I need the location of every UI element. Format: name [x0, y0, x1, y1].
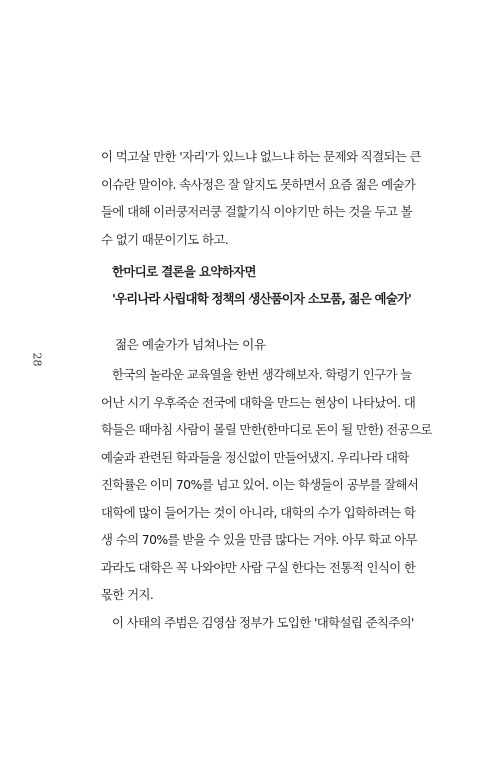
text-line: 들에 대해 이러쿵저러쿵 걸핥기식 이야기만 하는 것을 두고 볼 — [101, 204, 412, 219]
text-line: 한국의 놀라운 교육열을 한번 생각해보자. 학령기 인구가 늘 — [112, 367, 412, 382]
text-line: 학들은 때마침 사람이 몰릴 만한(한마디로 돈이 될 만한) 전공으로 — [101, 422, 432, 437]
text-line: 수 없기 때문이기도 하고. — [101, 231, 229, 247]
text-line: 이슈란 말이야. 속사정은 잘 알지도 못하면서 요즘 젊은 예술가 — [101, 176, 416, 192]
text-line: 어난 시기 우후죽순 전국에 대학을 만드는 현상이 나타났어. 대 — [101, 394, 416, 410]
body-paragraphs — [101, 361, 432, 636]
summary-heading: 한마디로 결론을 요약하자면 — [112, 264, 256, 279]
text-line: 몫한 거지. — [101, 587, 154, 602]
page-number: 28 — [30, 352, 44, 367]
text-line: 진학률은 이미 70%를 넘고 있어. 이는 학생들이 공부를 잘해서 — [101, 477, 419, 492]
text-line: 과라도 대학은 꼭 나와야만 사람 구실 한다는 전통적 인식이 한 — [101, 559, 416, 575]
text-line: 예술과 관련된 학과들을 정신없이 만들어냈지. 우리나라 대학 — [101, 449, 409, 465]
text-line: 생 수의 70%를 받을 수 있을 만큼 많다는 거야. 아무 학교 아무 — [101, 532, 417, 547]
intro-paragraph — [101, 143, 427, 253]
summary-quote: '우리나라 사립대학 정책의 생산품이자 소모품, 젊은 예술가' — [112, 291, 412, 306]
text-line: 대학에 많이 들어가는 것이 아니라, 대학의 수가 입학하려는 학 — [101, 504, 416, 520]
text-line: 이 먹고살 만한 '자리'가 있느냐 없느냐 하는 문제와 직결되는 큰 — [101, 149, 421, 164]
section-heading: 젊은 예술가가 넘쳐나는 이유 — [115, 337, 266, 352]
text-line: 이 사태의 주범은 김영삼 정부가 도입한 '대학설립 준칙주의' — [112, 614, 414, 630]
